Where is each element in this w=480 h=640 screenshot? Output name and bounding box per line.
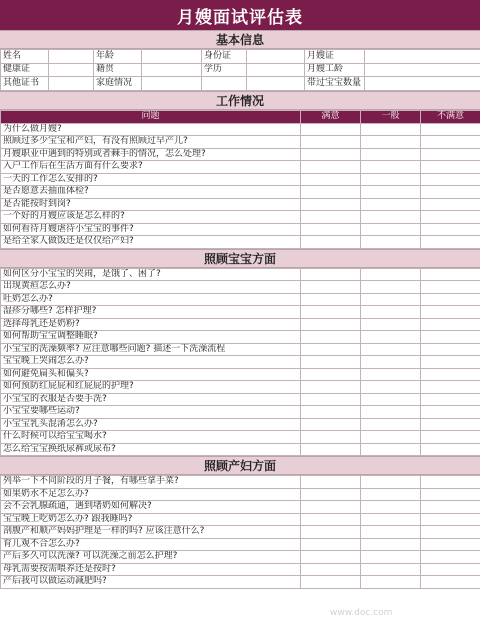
- rating-unsatisfied-cell[interactable]: [421, 281, 480, 294]
- rating-satisfied-cell[interactable]: [301, 488, 361, 501]
- field-label: 姓名: [1, 50, 49, 64]
- question-row: [1, 331, 480, 344]
- rating-unsatisfied-cell[interactable]: [421, 443, 480, 456]
- basic-row: [1, 77, 480, 91]
- field-label: 家庭情况: [94, 77, 142, 91]
- field-label: 月嫂证: [305, 50, 365, 64]
- page-title: 月嫂面试评估表: [0, 0, 480, 30]
- rating-average-cell[interactable]: [361, 236, 421, 249]
- rating-average-cell[interactable]: [361, 563, 421, 576]
- question-text: 一天的工作怎么安排的?: [1, 173, 301, 186]
- question-row: [1, 368, 480, 381]
- question-text: 什么时候可以给宝宝喝水?: [1, 431, 301, 444]
- question-row: [1, 406, 480, 419]
- rating-average-cell[interactable]: [361, 173, 421, 186]
- question-row: [1, 306, 480, 319]
- section-basic-heading: 基本信息: [0, 30, 480, 49]
- rating-satisfied-cell[interactable]: [301, 161, 361, 174]
- field-value[interactable]: [365, 63, 480, 77]
- rating-average-cell[interactable]: [361, 538, 421, 551]
- rating-unsatisfied-cell[interactable]: [421, 488, 480, 501]
- rating-unsatisfied-cell[interactable]: [421, 576, 480, 589]
- rating-satisfied-cell[interactable]: [301, 211, 361, 224]
- rating-satisfied-cell[interactable]: [301, 186, 361, 199]
- rating-average-cell[interactable]: [361, 186, 421, 199]
- question-row: [1, 576, 480, 589]
- rating-unsatisfied-cell[interactable]: [421, 563, 480, 576]
- question-row: [1, 173, 480, 186]
- rating-unsatisfied-cell[interactable]: [421, 393, 480, 406]
- rating-satisfied-cell[interactable]: [301, 356, 361, 369]
- rating-average-cell[interactable]: [361, 343, 421, 356]
- rating-average-cell[interactable]: [361, 318, 421, 331]
- field-label: 带过宝宝数量: [305, 77, 365, 91]
- field-label: 籍贯: [94, 63, 142, 77]
- rating-average-cell[interactable]: [361, 551, 421, 564]
- rating-unsatisfied-cell[interactable]: [421, 318, 480, 331]
- rating-unsatisfied-cell[interactable]: [421, 381, 480, 394]
- basic-info-table: [0, 49, 480, 91]
- question-text: 小宝宝乳头混淆怎么办?: [1, 418, 301, 431]
- question-text: 如何避免扁头和偏头?: [1, 368, 301, 381]
- rating-average-cell[interactable]: [361, 161, 421, 174]
- rating-average-cell[interactable]: [361, 198, 421, 211]
- rating-unsatisfied-cell[interactable]: [421, 148, 480, 161]
- question-text: 如果奶水不足怎么办?: [1, 488, 301, 501]
- baby-table: [0, 268, 480, 457]
- rating-average-cell[interactable]: [361, 406, 421, 419]
- rating-satisfied-cell[interactable]: [301, 318, 361, 331]
- rating-average-cell[interactable]: [361, 268, 421, 281]
- question-row: [1, 418, 480, 431]
- question-text: 列举一下不同阶段的月子餐，有哪些拿手菜?: [1, 476, 301, 489]
- field-value[interactable]: [247, 50, 305, 64]
- rating-satisfied-cell[interactable]: [301, 331, 361, 344]
- col-average: 一般: [361, 110, 421, 123]
- rating-average-cell[interactable]: [361, 476, 421, 489]
- rating-unsatisfied-cell[interactable]: [421, 136, 480, 149]
- question-text: 产后多久可以洗澡? 可以洗澡之前怎么护理?: [1, 551, 301, 564]
- rating-satisfied-cell[interactable]: [301, 513, 361, 526]
- question-text: 月嫂职业中遇到的特别或者棘手的情况，怎么处理?: [1, 148, 301, 161]
- question-row: [1, 356, 480, 369]
- question-row: [1, 148, 480, 161]
- rating-average-cell[interactable]: [361, 281, 421, 294]
- field-label: 月嫂工龄: [305, 63, 365, 77]
- question-text: 一个好的月嫂应该是怎么样的?: [1, 211, 301, 224]
- rating-average-cell[interactable]: [361, 443, 421, 456]
- question-row: [1, 211, 480, 224]
- question-row: [1, 281, 480, 294]
- rating-satisfied-cell[interactable]: [301, 198, 361, 211]
- question-row: [1, 136, 480, 149]
- rating-satisfied-cell[interactable]: [301, 343, 361, 356]
- rating-satisfied-cell[interactable]: [301, 368, 361, 381]
- rating-satisfied-cell[interactable]: [301, 268, 361, 281]
- question-row: [1, 431, 480, 444]
- rating-average-cell[interactable]: [361, 356, 421, 369]
- rating-average-cell[interactable]: [361, 418, 421, 431]
- question-text: 小宝宝要哪些运动?: [1, 406, 301, 419]
- rating-unsatisfied-cell[interactable]: [421, 368, 480, 381]
- rating-average-cell[interactable]: [361, 211, 421, 224]
- field-label: 健康证: [1, 63, 49, 77]
- rating-average-cell[interactable]: [361, 393, 421, 406]
- rating-unsatisfied-cell[interactable]: [421, 418, 480, 431]
- question-text: 选择母乳还是奶粉?: [1, 318, 301, 331]
- question-text: 照顾过多少宝宝和产妇，有没有照顾过早产儿?: [1, 136, 301, 149]
- rating-satisfied-cell[interactable]: [301, 173, 361, 186]
- section-mother-heading: 照顾产妇方面: [0, 456, 480, 475]
- field-value[interactable]: [142, 77, 202, 91]
- rating-average-cell[interactable]: [361, 576, 421, 589]
- rating-unsatisfied-cell[interactable]: [421, 331, 480, 344]
- question-row: [1, 223, 480, 236]
- mother-table: [0, 475, 480, 589]
- rating-satisfied-cell[interactable]: [301, 406, 361, 419]
- col-satisfied: 满意: [301, 110, 361, 123]
- rating-average-cell[interactable]: [361, 123, 421, 136]
- section-baby-heading: 照顾宝宝方面: [0, 249, 480, 268]
- rating-unsatisfied-cell[interactable]: [421, 198, 480, 211]
- rating-satisfied-cell[interactable]: [301, 551, 361, 564]
- question-row: [1, 526, 480, 539]
- question-row: [1, 488, 480, 501]
- question-text: 宝宝晚上哭闹怎么办?: [1, 356, 301, 369]
- rating-satisfied-cell[interactable]: [301, 501, 361, 514]
- rating-average-cell[interactable]: [361, 501, 421, 514]
- rating-satisfied-cell[interactable]: [301, 526, 361, 539]
- rating-average-cell[interactable]: [361, 331, 421, 344]
- question-row: [1, 343, 480, 356]
- rating-unsatisfied-cell[interactable]: [421, 343, 480, 356]
- question-text: 吐奶怎么办?: [1, 293, 301, 306]
- question-text: 剖腹产和顺产妈妈护理是一样的吗? 应该注意什么?: [1, 526, 301, 539]
- section-work-heading: 工作情况: [0, 91, 480, 110]
- question-text: 小宝宝的衣服是否要手洗?: [1, 393, 301, 406]
- question-row: [1, 268, 480, 281]
- question-text: 是给全家人做饭还是仅仅给产妇?: [1, 236, 301, 249]
- basic-row: [1, 50, 480, 64]
- question-row: [1, 198, 480, 211]
- field-value[interactable]: [202, 77, 247, 91]
- question-text: 湿疹分哪些? 怎样护理?: [1, 306, 301, 319]
- rating-satisfied-cell[interactable]: [301, 281, 361, 294]
- rating-average-cell[interactable]: [361, 431, 421, 444]
- rating-unsatisfied-cell[interactable]: [421, 538, 480, 551]
- question-text: 为什么做月嫂?: [1, 123, 301, 136]
- question-row: [1, 476, 480, 489]
- field-value[interactable]: [49, 50, 94, 64]
- field-value[interactable]: [365, 77, 480, 91]
- rating-average-cell[interactable]: [361, 306, 421, 319]
- rating-average-cell[interactable]: [361, 381, 421, 394]
- rating-satisfied-cell[interactable]: [301, 563, 361, 576]
- field-value[interactable]: [142, 50, 202, 64]
- rating-unsatisfied-cell[interactable]: [421, 161, 480, 174]
- rating-satisfied-cell[interactable]: [301, 293, 361, 306]
- basic-row: [1, 63, 480, 77]
- field-label: 年龄: [94, 50, 142, 64]
- work-header-row: [1, 110, 480, 123]
- rating-unsatisfied-cell[interactable]: [421, 268, 480, 281]
- field-value[interactable]: [142, 63, 202, 77]
- rating-satisfied-cell[interactable]: [301, 538, 361, 551]
- question-row: [1, 293, 480, 306]
- rating-unsatisfied-cell[interactable]: [421, 476, 480, 489]
- rating-unsatisfied-cell[interactable]: [421, 406, 480, 419]
- question-text: 是否能按时到岗?: [1, 198, 301, 211]
- rating-unsatisfied-cell[interactable]: [421, 551, 480, 564]
- rating-average-cell[interactable]: [361, 136, 421, 149]
- rating-satisfied-cell[interactable]: [301, 431, 361, 444]
- question-row: [1, 161, 480, 174]
- question-text: 如何帮助宝宝调整睡眠?: [1, 331, 301, 344]
- question-row: [1, 538, 480, 551]
- question-text: 是否愿意去抽血体检?: [1, 186, 301, 199]
- question-text: 如何区分小宝宝的哭闹，是饿了、困了?: [1, 268, 301, 281]
- work-table: [0, 110, 480, 249]
- rating-average-cell[interactable]: [361, 488, 421, 501]
- question-text: 产后我可以做运动减肥吗?: [1, 576, 301, 589]
- question-row: [1, 381, 480, 394]
- question-row: [1, 318, 480, 331]
- question-row: [1, 123, 480, 136]
- rating-satisfied-cell[interactable]: [301, 443, 361, 456]
- rating-unsatisfied-cell[interactable]: [421, 526, 480, 539]
- rating-unsatisfied-cell[interactable]: [421, 306, 480, 319]
- question-row: [1, 551, 480, 564]
- question-text: 入户工作后在生活方面有什么要求?: [1, 161, 301, 174]
- col-unsatisfied: 不满意: [421, 110, 480, 123]
- field-value[interactable]: [247, 77, 305, 91]
- rating-satisfied-cell[interactable]: [301, 576, 361, 589]
- field-value[interactable]: [49, 63, 94, 77]
- question-text: 小宝宝的洗澡频率? 应注意哪些问题? 描述一下洗澡流程: [1, 343, 301, 356]
- rating-satisfied-cell[interactable]: [301, 148, 361, 161]
- rating-satisfied-cell[interactable]: [301, 306, 361, 319]
- question-text: 育儿观不合怎么办?: [1, 538, 301, 551]
- rating-unsatisfied-cell[interactable]: [421, 501, 480, 514]
- question-row: [1, 563, 480, 576]
- question-text: 如何预防红屁屁和红屁屁的护理?: [1, 381, 301, 394]
- question-row: [1, 393, 480, 406]
- rating-satisfied-cell[interactable]: [301, 393, 361, 406]
- rating-average-cell[interactable]: [361, 148, 421, 161]
- rating-average-cell[interactable]: [361, 368, 421, 381]
- rating-satisfied-cell[interactable]: [301, 418, 361, 431]
- rating-unsatisfied-cell[interactable]: [421, 513, 480, 526]
- rating-unsatisfied-cell[interactable]: [421, 211, 480, 224]
- field-value[interactable]: [247, 63, 305, 77]
- field-value[interactable]: [49, 77, 94, 91]
- rating-average-cell[interactable]: [361, 513, 421, 526]
- rating-average-cell[interactable]: [361, 223, 421, 236]
- question-text: 会不会乳腺疏通，遇到堵奶如何解决?: [1, 501, 301, 514]
- rating-satisfied-cell[interactable]: [301, 136, 361, 149]
- rating-satisfied-cell[interactable]: [301, 223, 361, 236]
- question-text: 出现黄疸怎么办?: [1, 281, 301, 294]
- rating-satisfied-cell[interactable]: [301, 236, 361, 249]
- question-text: 如何看待月嫂虐待小宝宝的事件?: [1, 223, 301, 236]
- col-question: 问题: [1, 110, 301, 123]
- rating-unsatisfied-cell[interactable]: [421, 293, 480, 306]
- rating-unsatisfied-cell[interactable]: [421, 173, 480, 186]
- field-label: 学历: [202, 63, 247, 77]
- question-text: 母乳需要按需喂养还是按时?: [1, 563, 301, 576]
- question-row: [1, 501, 480, 514]
- field-label: 其他证书: [1, 77, 49, 91]
- rating-unsatisfied-cell[interactable]: [421, 123, 480, 136]
- question-text: 怎么给宝宝换纸尿裤或尿布?: [1, 443, 301, 456]
- rating-average-cell[interactable]: [361, 293, 421, 306]
- question-text: 宝宝晚上吃奶怎么办? 跟我睡吗?: [1, 513, 301, 526]
- field-value[interactable]: [365, 50, 480, 64]
- rating-unsatisfied-cell[interactable]: [421, 431, 480, 444]
- question-row: [1, 186, 480, 199]
- rating-unsatisfied-cell[interactable]: [421, 356, 480, 369]
- question-row: [1, 443, 480, 456]
- question-row: [1, 236, 480, 249]
- rating-unsatisfied-cell[interactable]: [421, 223, 480, 236]
- rating-average-cell[interactable]: [361, 526, 421, 539]
- field-label: 身份证: [202, 50, 247, 64]
- rating-unsatisfied-cell[interactable]: [421, 186, 480, 199]
- rating-unsatisfied-cell[interactable]: [421, 236, 480, 249]
- rating-satisfied-cell[interactable]: [301, 476, 361, 489]
- watermark: www.doc.com: [330, 608, 393, 618]
- question-row: [1, 513, 480, 526]
- rating-satisfied-cell[interactable]: [301, 123, 361, 136]
- rating-satisfied-cell[interactable]: [301, 381, 361, 394]
